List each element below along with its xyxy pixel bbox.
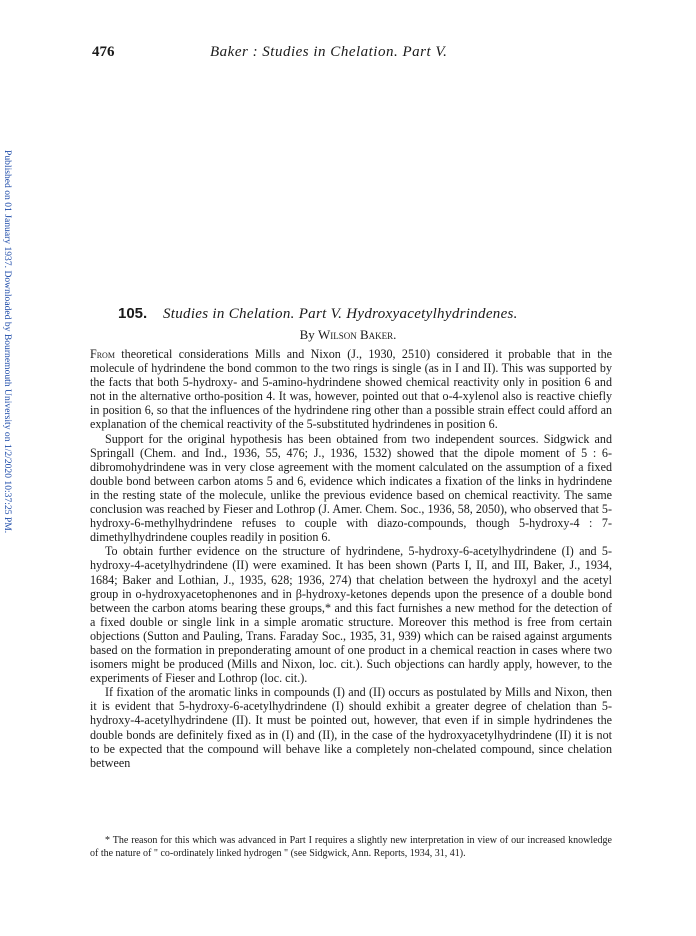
footnote [90,835,612,860]
download-stamp-text: Published on 01 January 1937. Downloaded by Bournemouth University on 1/2/2020 10:37:25 PM. [2,150,13,534]
paragraph-1-lead: From [90,347,115,361]
article-title-text: Studies in Chelation. Part V. Hydroxyacetylhydrindenes. [162,306,518,322]
paragraph-3: To obtain further evidence on the structure of hydrindene, 5-hydroxy-6-acetylhydrindene (I) and 5-hydroxy-4-acetylhydrindene (II) were examined. It has been shown (Parts I, II, and III, Baker, J., 1934, 1684; Baker and Lothian, J., 1935, 628; 1936, 274) that chelation between the hydroxyl and the acetyl group in o-hydroxyacetophenones and in β-hydroxy-ketones depends upon the presence of a double bond between the carbon atoms bearing these groups,* and this fact furnishes a new method for the detection of a fixed double or single link in a simple aromatic structure. Moreover this method is free from certain objections (Sutton and Pauling, Trans. Faraday Soc., 1935, 31, 939) which can be raised against arguments based on the formation in preponderating amount of one product in a chemical reaction in cases where two isomers might be produced (Mills and Nixon, loc. cit.). Such objections can hardly apply, however, to the experiments of Fieser and Lothrop (loc. cit.). [90,544,612,686]
paragraph-4: If fixation of the aromatic links in compounds (I) and (II) occurs as postulated by Mills and Nixon, then it is evident that 5-hydroxy-6-acetylhydrindene (I) should exhibit a greater degree of chelation than 5-hydroxy-4-acetylhydrindene (II). It must be pointed out, however, that even if in simple hydrindenes the double bonds are definitely fixed as in (I) and (II), in the case of the hydroxyacetylhydrindene (II) it is not to be expected that the compound will behave like a completely non-chelated compound, since chelation between [90,685,612,770]
article-number: 105. [118,305,148,322]
paragraph-2: Support for the original hypothesis has been obtained from two independent sources. Sidgwick and Springall (Chem. and Ind., 1936, 55, 476; J., 1936, 1532) showed that the dipole moment of 5 : 6-dibromohydrindene was in very close agreement with the moment calculated on the assumption of a fixed double bond between carbon atoms 5 and 6, evidence which indicates a fixation of the links in hydrindene in the resting state of the molecule, unlike the previous evidence based on chemical reactivity. The same conclusion was reached by Fieser and Lothrop (J. Amer. Chem. Soc., 1936, 58, 2050), who observed that 5-hydroxy-6-methylhydrindene refuses to couple with diazo-compounds, though 5-hydroxy-4 : 7-dimethylhydrindene couples readily in position 6. [90,431,612,545]
running-head-title: Baker : Studies in Chelation. Part V. [210,44,448,60]
author-name: Wilson Baker. [317,327,397,342]
byline-prefix: By [299,327,315,342]
paragraph-1-text: theoretical considerations Mills and Nixon (J., 1930, 2510) considered it probable that in the molecule of hydrindene the bond common to the two rings is single (as in I and II). This was supported by the facts that both 5-hydroxy- and 5-amino-hydrindene showed chemical reactivity only in position 6 and not in the alternative ortho-position 4. It was, however, pointed out that o-4-xylenol also is reactive chiefly in position 6, so that the influences of the hydrindene ring other than a possible strain effect could afford an explanation of the chemical reactivity of the 5-substituted hydrindenes in position 6. [90,347,612,432]
article-title [118,305,598,323]
running-head [92,44,612,62]
article-body [90,347,612,770]
page-number: 476 [92,44,115,60]
byline [0,327,696,343]
footnote-text: * The reason for this which was advanced in Part I requires a slightly new interpretation in view of our increased knowledge of the nature of " co-ordinately linked hydrogen " (see Sidgwick, Ann. Reports, 1934, 31, 41). [90,835,612,859]
download-stamp [1,150,15,580]
paragraph-1 [90,347,612,432]
